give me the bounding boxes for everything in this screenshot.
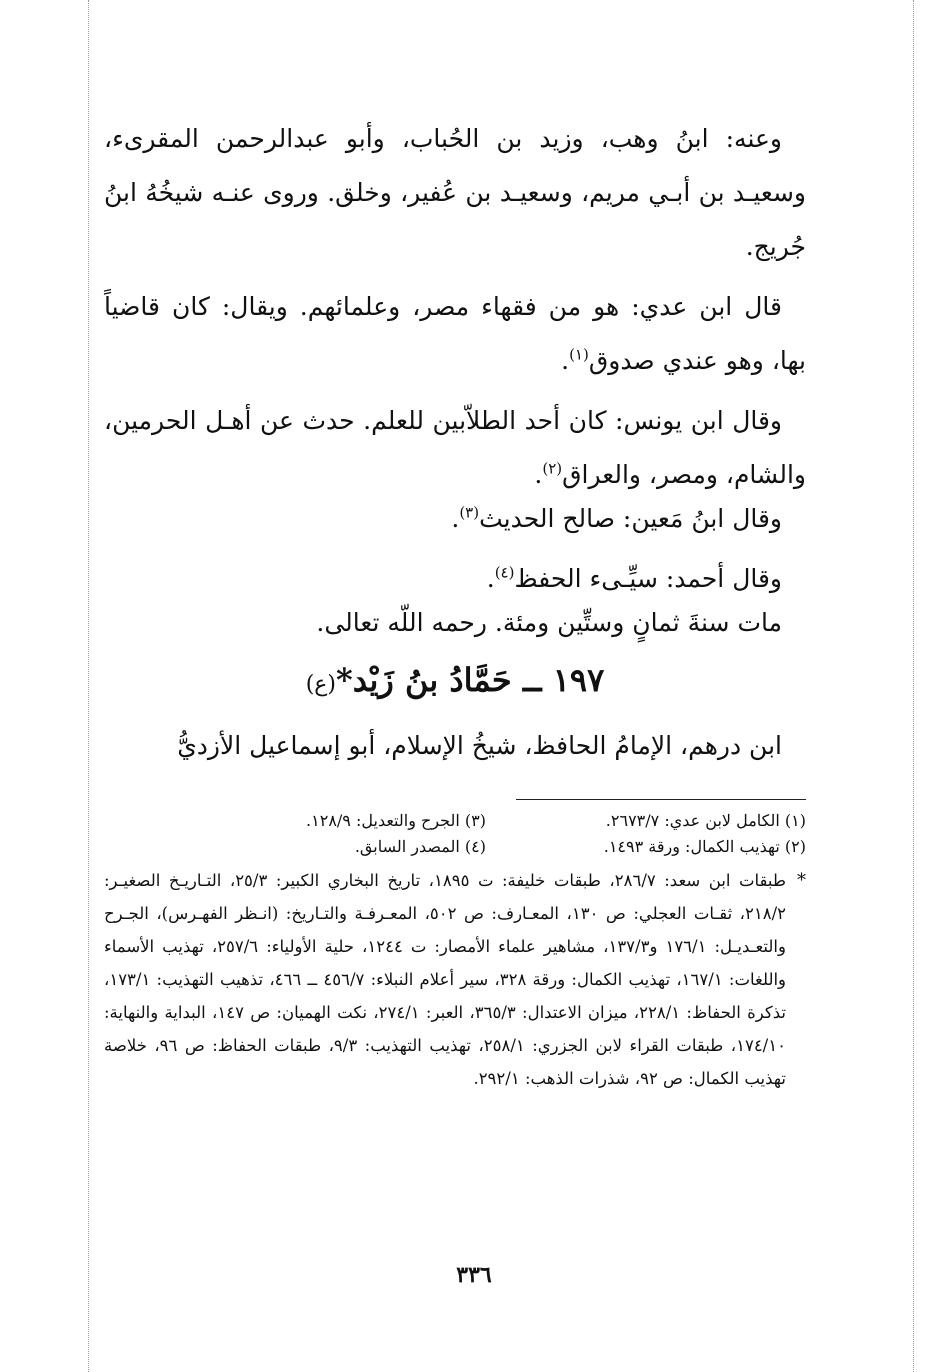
footnote-ref-1: (١) (569, 345, 589, 364)
margin-guide-right (913, 0, 914, 1372)
paragraph-death: مات سنةَ ثمانٍ وستِّين ومئة. رحمه اللّه تعالى. (316, 608, 782, 637)
paragraph-ibn-maeen (104, 492, 806, 546)
paragraph-ahmad-end: . (486, 564, 495, 593)
footnote-4: (٤) المصدر السابق. (354, 837, 486, 856)
paragraph-lineage: ابن درهم، الإمامُ الحافظ، شيخُ الإسلام، أبو إسماعيل الأزديُّ (177, 731, 782, 760)
sources-footnote (104, 864, 806, 1095)
paragraph-ibn-adi (104, 280, 806, 388)
page-body (104, 112, 806, 1095)
paragraph-ibn-yunus-end: . (534, 460, 543, 489)
margin-guide-left (88, 0, 89, 1372)
paragraph-ibn-maeen-end: . (451, 504, 460, 533)
paragraph-ibn-adi-end: . (561, 346, 570, 375)
footnote-3: (٣) الجرح والتعديل: ١٢٨/٩. (306, 811, 486, 830)
footnote-ref-2: (٢) (542, 459, 563, 478)
entry-text (104, 719, 806, 773)
paragraph-ibn-yunus-text: وقال ابن يونس: كان أحد الطلاّبين للعلم. حدث عن أهـل الحرمين، والشام، ومصر، والعراق (104, 406, 806, 489)
page-number: ٣٣٦ (456, 1262, 492, 1288)
footnotes (104, 808, 806, 860)
footnote-1: (١) الكامل لابن عدي: ٢٦٧٣/٧. (605, 811, 806, 830)
footnote-ref-4: (٤) (494, 563, 515, 582)
footnote-row (104, 834, 806, 860)
asterisk-marker: * (797, 870, 806, 891)
footnote-divider (516, 799, 806, 800)
main-text (104, 112, 806, 650)
footnote-ref-3: (٣) (459, 503, 480, 522)
footnote-row (104, 808, 806, 834)
paragraph-ibn-yunus (104, 394, 806, 502)
paragraph-ahmad-text: وقال أحمد: سيِّـىء الحفظ (514, 564, 782, 593)
paragraph-ibn-maeen-text: وقال ابنُ مَعين: صالح الحديث (479, 504, 782, 533)
entry-heading-title: ١٩٧ ــ حَمَّادُ بنُ زَيْد* (335, 661, 605, 699)
sources-text: طبقات ابن سعد: ٢٨٦/٧، طبقات خليفة: ت ١٨٩٥، تاريخ البخاري الكبير: ٢٥/٣، التـاريـخ الصغيـر: ٢١٨/٢، ثقـات العجلي: ص ١٣٠، المعـارف: ص ٥٠٢، المعـرفـة والتـاريخ: (انـظر الفهـرس)، الجـرح والتعـديـل: ١٧٦/١ و١٣٧/٣، مشاهير علماء الأمصار: ت ١٢٤٤، حلية الأولياء: ٢٥٧/٦، تهذيب الأسماء واللغات: ١٦٧/١، تهذيب الكمال: ورقة ٣٢٨، سير أعلام النبلاء: ٤٥٦/٧ ــ ٤٦٦، تذهيب التهذيب: ١٧٣/١، تذكرة الحفاظ: ٢٢٨/١، ميزان الاعتدال: ٣٦٥/٣، العبر: ٢٧٤/١، نكت الهميان: ص ١٤٧، البداية والنهاية: ١٧٤/١٠، طبقات القراء لابن الجزري: ٢٥٨/١، تهذيب التهذيب: ٩/٣، طبقات الحفاظ: ص ٩٦، خلاصة تهذيب الكمال: ص ٩٢، شذرات الذهب: ٢٩٢/١. (104, 871, 787, 1088)
paragraph-narrators: وعنه: ابنُ وهب، وزيد بن الحُباب، وأبو عبدالرحمن المقرىء، وسعيـد بن أبـي مريم، وسعيـد بن عُفير، وخلق. وروى عنـه شيخُهُ ابنُ جُريج. (104, 124, 806, 261)
paragraph-ibn-adi-text: قال ابن عدي: هو من فقهاء مصر، وعلمائهم. ويقال: كان قاضياً بها، وهو عندي صدوق (104, 292, 806, 375)
entry-heading (104, 656, 806, 709)
entry-heading-mark: (ع) (305, 672, 336, 697)
footnote-2: (٢) تهذيب الكمال: ورقة ١٤٩٣. (603, 837, 806, 856)
